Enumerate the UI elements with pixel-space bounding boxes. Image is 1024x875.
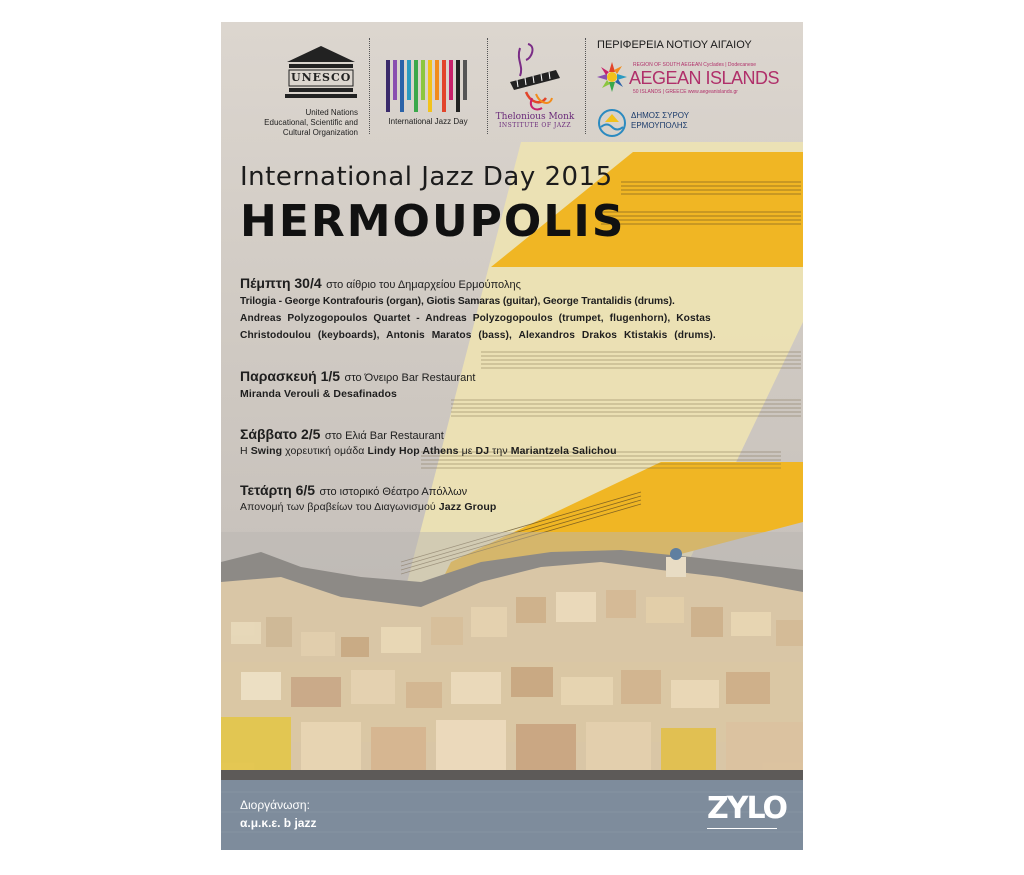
organizer-label: Διοργάνωση: xyxy=(240,798,310,812)
unesco-logo xyxy=(285,44,357,104)
organizer-name: α.μ.κ.ε. b jazz xyxy=(240,816,317,830)
aegean-islands-sun-icon xyxy=(595,60,629,94)
lineup-bold: Mariantzela Salichou xyxy=(510,445,617,457)
event-day: Πέμπτη 30/4 xyxy=(240,275,322,291)
event-lineup-line xyxy=(240,443,617,460)
dimos-line: ΔΗΜΟΣ ΣΥΡΟΥ xyxy=(631,111,690,120)
lineup-text: Η xyxy=(240,445,251,457)
event-friday xyxy=(240,368,475,386)
lineup-text: Απονομή των βραβείων του Διαγωνισμού xyxy=(240,501,439,513)
zylo-logo xyxy=(707,792,787,840)
aegean-islands-name: AEGEAN ISLANDS xyxy=(629,68,780,88)
dimos-syrou-emblem-icon xyxy=(597,108,627,138)
region-title: ΠΕΡΙΦΕΡΕΙΑ ΝΟΤΙΟΥ ΑΙΓΑΙΟΥ xyxy=(597,39,752,51)
event-day: Παρασκευή 1/5 xyxy=(240,368,341,384)
event-lineup-line xyxy=(240,499,496,516)
lineup-bold: Jazz Group xyxy=(438,501,497,513)
thelonious-monk-name: Thelonious Monk xyxy=(495,112,575,122)
unesco-caption-line: United Nations xyxy=(305,108,358,117)
logo-divider xyxy=(585,38,586,134)
thelonious-monk-caption xyxy=(489,112,581,129)
logo-divider xyxy=(487,38,488,134)
event-day: Σάββατο 2/5 xyxy=(240,426,321,442)
lineup-bold: DJ xyxy=(475,445,490,457)
event-venue: στο ιστορικό Θέατρο Απόλλων xyxy=(319,486,468,498)
lineup-bold: Swing xyxy=(250,445,283,457)
unesco-caption-line: Cultural Organization xyxy=(282,128,358,137)
unesco-wordmark: UNESCO xyxy=(291,71,352,84)
event-venue: στο Όνειρο Bar Restaurant xyxy=(344,372,476,384)
international-jazz-day-caption: International Jazz Day xyxy=(388,117,468,126)
waterfront xyxy=(221,770,803,780)
lineup-text: χορευτική ομάδα xyxy=(282,445,368,457)
event-venue: στο Ελιά Bar Restaurant xyxy=(324,430,444,442)
dimos-syrou-caption xyxy=(631,111,689,131)
event-thursday xyxy=(240,275,521,293)
international-jazz-day-logo-icon xyxy=(384,60,470,112)
thelonious-monk-logo-icon xyxy=(506,40,562,112)
event-title: International Jazz Day 2015 xyxy=(240,162,613,192)
event-lineup-line: Miranda Verouli & Desafinados xyxy=(240,388,397,400)
event-wednesday xyxy=(240,482,467,500)
event-day: Τετάρτη 6/5 xyxy=(240,482,316,498)
aegean-islands-subcaption: 50 ISLANDS | GREECE www.aegeanislands.gr xyxy=(633,89,738,95)
lineup-text: την xyxy=(489,445,511,457)
event-venue: στο αίθριο του Δημαρχείου Ερμούπολης xyxy=(326,279,521,291)
zylo-wordmark: ZYLO xyxy=(707,791,787,826)
poster xyxy=(221,22,803,850)
unesco-caption xyxy=(241,108,358,138)
zylo-underline xyxy=(707,828,777,829)
lineup-text: με xyxy=(458,445,476,457)
event-lineup-line: Trilogia - George Kontrafouris (organ), Giotis Samaras (guitar), George Trantalidis (drums). xyxy=(240,296,675,307)
city-title: HERMOUPOLIS xyxy=(240,196,626,247)
event-lineup-line: Andreas Polyzogopoulos Quartet - Andreas Polyzogopoulos (trumpet, flugenhorn), Kostas xyxy=(240,313,711,324)
event-lineup-line: Christodoulou (keyboards), Antonis Maratos (bass), Alexandros Drakos Ktistakis (drums). xyxy=(240,330,716,341)
thelonious-monk-institute: INSTITUTE OF JAZZ xyxy=(498,122,571,129)
event-saturday xyxy=(240,426,444,444)
aegean-small-caption: REGION OF SOUTH AEGEAN Cyclades | Dodecanese xyxy=(633,62,757,68)
dimos-line: ΕΡΜΟΥΠΟΛΗΣ xyxy=(631,121,688,130)
lineup-bold: Lindy Hop Athens xyxy=(367,445,459,457)
unesco-caption-line: Educational, Scientific and xyxy=(264,118,358,127)
